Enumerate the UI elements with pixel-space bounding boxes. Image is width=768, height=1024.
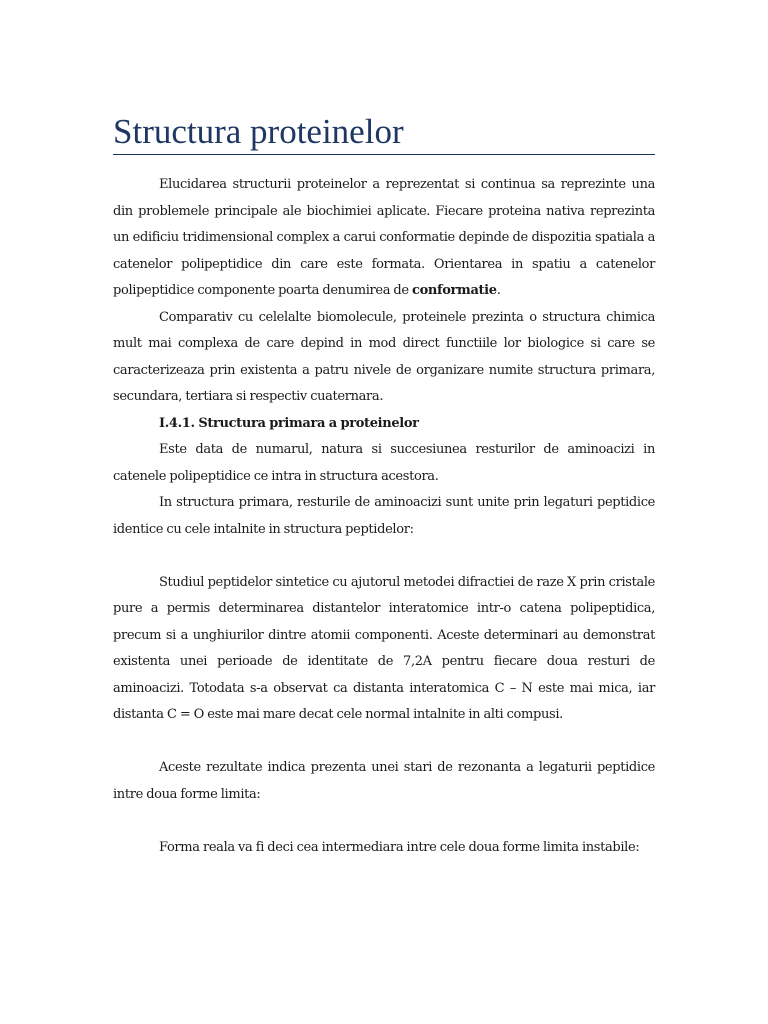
paragraph-peptide-bonds: In structura primara, resturile de aminoacizi sunt unite prin legaturi peptidice identice cu cele intalnite in structura peptidelor: — [113, 495, 655, 537]
paragraph-resonance: Aceste rezultate indica prezenta unei stari de rezonanta a legaturii peptidice intre doua forme limita: — [113, 760, 655, 802]
paragraph-real-form: Forma reala va fi deci cea intermediara intre cele doua forme limita instabile: — [159, 839, 640, 855]
paragraph-intro-text: Elucidarea structurii proteinelor a reprezentat si continua sa reprezinte una din problemele principale ale biochimiei aplicate. Fiecare proteina nativa reprezinta un edificiu tridimensional complex a carui conformatie depinde de dispozitia spatiala a catenelor polipeptidice din care este formata. Orientarea in spatiu a catenelor polipeptidice componente poarta denumirea de — [113, 177, 655, 298]
formula-gap — [113, 543, 655, 570]
term-conformatie: conformatie — [412, 283, 497, 298]
paragraph-intro — [113, 172, 655, 305]
title-underline — [113, 154, 655, 155]
paragraph-xray-study: Studiul peptidelor sintetice cu ajutorul metodei difractiei de raze X prin cristale pure a permis determinarea distantelor interatomice intr-o catena polipeptidica, precum si a unghiurilor dintre atomii componenti. Aceste determinari au demonstrat existenta unei perioade de identitate de 7,2A pentru fiecare doua resturi de aminoacizi. Totodata s-a observat ca distanta interatomica C – N este mai mica, iar distanta C = O este mai mare decat cele normal intalnite in alti compusi. — [113, 574, 655, 722]
paragraph-intro-end: . — [496, 283, 501, 298]
formula-gap — [113, 729, 655, 756]
paragraph-comparison: Comparativ cu celelalte biomolecule, proteinele prezinta o structura chimica mult mai complexa de care depind in mod direct functiile lor biologice si care se caracterizeaza prin existenta a patru nivele de organizare numite structura primara, secundara, tertiara si respectiv cuaternara. — [113, 309, 655, 404]
section-heading: I.4.1. Structura primara a proteinelor — [159, 415, 419, 431]
document-body — [113, 172, 655, 861]
page-title: Structura proteinelor — [113, 112, 404, 151]
formula-gap — [113, 808, 655, 835]
paragraph-primary-definition: Este data de numarul, natura si succesiunea resturilor de aminoacizi in catenele polipeptidice ce intra in structura acestora. — [113, 442, 655, 484]
